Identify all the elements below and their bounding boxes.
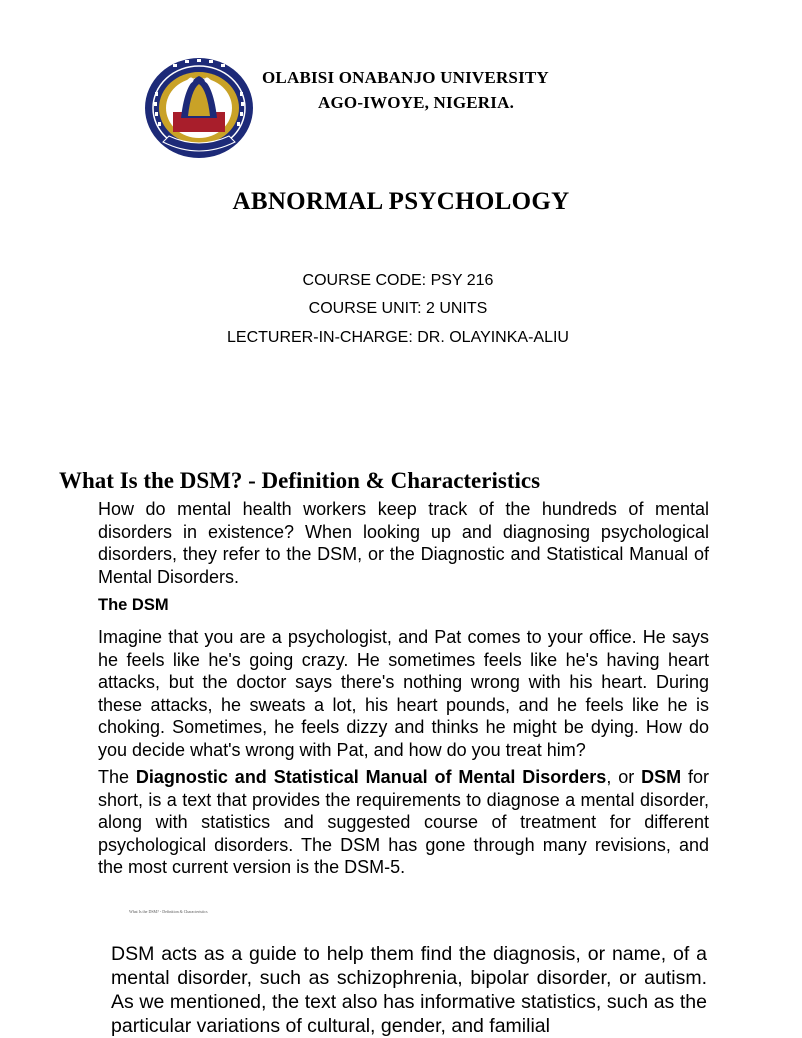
text-segment: for short, is a text that provides the requirements to diagnose a mental disorder, along with statistics and suggested course of treatment for different psychological disorders. The DSM has gone through many revisions, and the most current version is the DSM-5. xyxy=(98,767,709,878)
page-caption: What Is the DSM? - Definition & Characteristics xyxy=(129,909,208,914)
university-location: AGO-IWOYE, NIGERIA. xyxy=(318,93,515,112)
paragraph-pat-example: Imagine that you are a psychologist, and Pat comes to your office. He says he feels like he's going crazy. He sometimes feels like he's having heart attacks, but the doctor says there's nothing wrong with his heart. During these attacks, he sweats a lot, his heart pounds, and he feels like he is choking. Sometimes, he feels dizzy and thinks he might be dying. How do you decide what's wrong with Pat, and how do you treat him? xyxy=(98,627,709,760)
bold-term-full-name: Diagnostic and Statistical Manual of Mental Disorders xyxy=(135,767,607,787)
bold-term-dsm: DSM xyxy=(641,767,682,787)
paragraph-dsm-definition xyxy=(98,766,709,878)
paragraph-intro: How do mental health workers keep track of the hundreds of mental disorders in existence? When looking up and diagnosing psychological disorders, they refer to the DSM, or the Diagnostic and Statistical Manual of Mental Disorders. xyxy=(98,499,709,587)
lecturer-in-charge: LECTURER-IN-CHARGE: DR. OLAYINKA-ALIU xyxy=(227,329,569,346)
paragraph-dsm-guide: DSM acts as a guide to help them find the diagnosis, or name, of a mental disorder, such as schizophrenia, bipolar disorder, or autism. As we mentioned, the text also has informative statistics, such as the particular variations of cultural, gender, and familial xyxy=(111,943,707,1037)
text-segment: The xyxy=(98,767,136,787)
text-segment: , or xyxy=(606,767,642,787)
course-unit: COURSE UNIT: 2 UNITS xyxy=(308,300,488,317)
section-heading: What Is the DSM? - Definition & Characteristics xyxy=(59,468,541,493)
course-title: ABNORMAL PSYCHOLOGY xyxy=(232,188,570,215)
university-name: OLABISI ONABANJO UNIVERSITY xyxy=(262,68,549,87)
university-seal-icon xyxy=(143,56,255,160)
university-logo xyxy=(143,56,255,160)
course-code: COURSE CODE: PSY 216 xyxy=(302,272,494,289)
subheading-the-dsm: The DSM xyxy=(98,596,169,614)
